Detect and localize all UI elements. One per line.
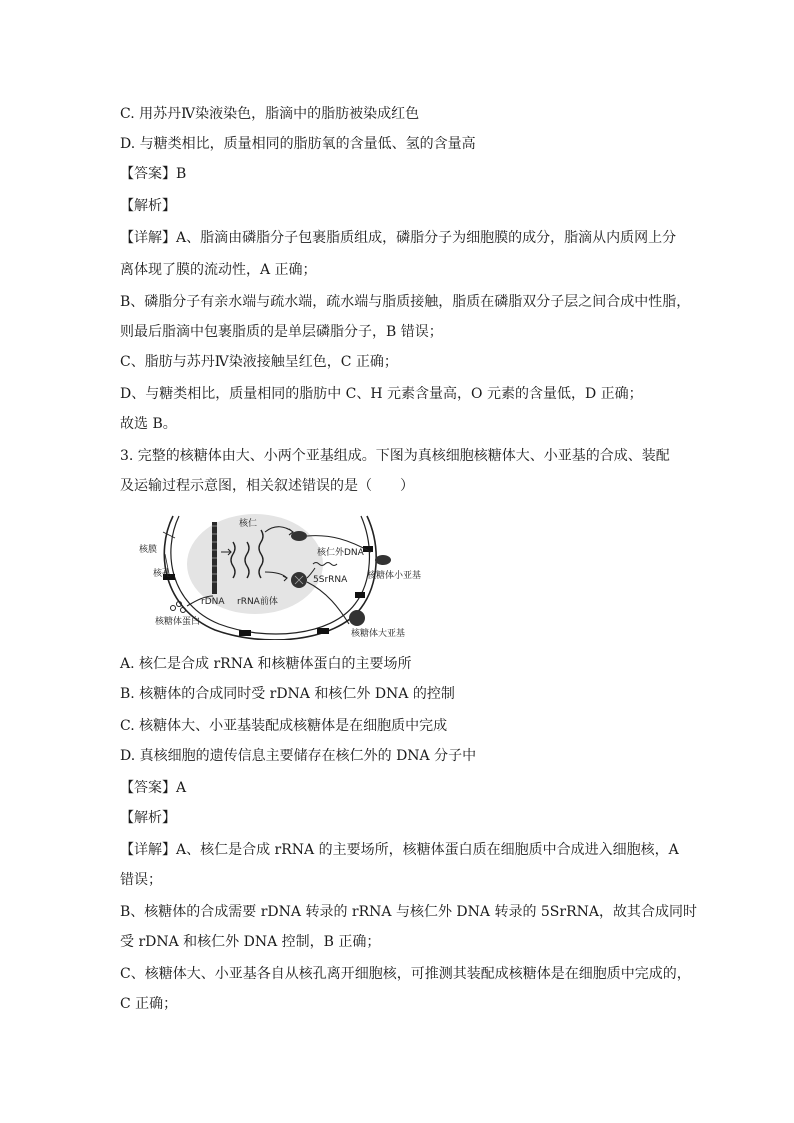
large-subunit-cytoplasm — [349, 610, 365, 626]
label-5s-rrna: 5SrRNA — [313, 575, 348, 585]
label-nuclear-membrane: 核膜 — [139, 545, 158, 555]
answer-line: 【答案】B — [120, 166, 187, 182]
small-subunit-shape — [291, 531, 307, 541]
question-stem: 3. 完整的核糖体由大、小两个亚基组成。下图为真核细胞核糖体大、小亚基的合成、装配 — [120, 448, 670, 464]
label-rrna-precursor: rRNA前体 — [237, 597, 278, 607]
option-d: D. 真核细胞的遗传信息主要储存在核仁外的 DNA 分子中 — [120, 748, 477, 764]
label-extra-nucleolar-dna: 核仁外DNA — [317, 548, 364, 558]
text-line: C. 用苏丹Ⅳ染液染色，脂滴中的脂肪被染成红色 — [120, 106, 420, 122]
text-line: B、磷脂分子有亲水端与疏水端，疏水端与脂质接触，脂质在磷脂双分子层之间合成中性脂， — [120, 294, 691, 310]
text-line: C、核糖体大、小亚基各自从核孔离开细胞核，可推测其装配成核糖体是在细胞质中完成的， — [120, 966, 691, 982]
text-line: 错误； — [120, 872, 162, 888]
nuclear-pore — [239, 630, 251, 636]
nuclear-pore — [355, 592, 365, 598]
ribosomal-protein-shape — [171, 606, 176, 611]
text-line: D、与糖类相比，质量相同的脂肪中 C、H 元素含量高，O 元素的含量低，D 正确； — [120, 386, 643, 402]
nuclear-pore — [317, 628, 329, 634]
small-subunit-cytoplasm — [375, 555, 391, 565]
text-line: 【详解】A、核仁是合成 rRNA 的主要场所，核糖体蛋白质在细胞质中合成进入细胞核，A — [120, 842, 679, 858]
text-line: C、脂肪与苏丹Ⅳ染液接触呈红色，C 正确； — [120, 354, 398, 370]
diagram-svg — [135, 512, 435, 640]
answer-line: 【答案】A — [120, 780, 187, 796]
text-line: B、核糖体的合成需要 rDNA 转录的 rRNA 与核仁外 DNA 转录的 5SrRNA，故其合成同时 — [120, 904, 697, 920]
label-large-subunit: 核糖体大亚基 — [351, 629, 406, 639]
question-stem: 及运输过程示意图，相关叙述错误的是（ ） — [120, 478, 414, 494]
label-rdna: rDNA — [201, 597, 225, 607]
option-c: C. 核糖体大、小亚基装配成核糖体是在细胞质中完成 — [120, 718, 448, 734]
analysis-heading: 【解析】 — [120, 810, 176, 826]
label-nucleolus: 核仁 — [239, 519, 258, 529]
text-line: 【详解】A、脂滴由磷脂分子包裹脂质组成，磷脂分子为细胞膜的成分，脂滴从内质网上分 — [120, 230, 677, 246]
label-small-subunit: 核糖体小亚基 — [367, 571, 422, 581]
text-line: 离体现了膜的流动性，A 正确； — [120, 262, 317, 278]
text-line: 则最后脂滴中包裹脂质的是单层磷脂分子，B 错误； — [120, 324, 443, 340]
option-b: B. 核糖体的合成同时受 rDNA 和核仁外 DNA 的控制 — [120, 686, 455, 702]
text-line: D. 与糖类相比，质量相同的脂肪氧的含量低、氢的含量高 — [120, 136, 476, 152]
text-line: 故选 B。 — [120, 416, 177, 432]
text-line: 受 rDNA 和核仁外 DNA 控制，B 正确； — [120, 934, 381, 950]
text-line: C 正确； — [120, 996, 178, 1012]
ribosome-assembly-diagram — [135, 512, 435, 640]
label-ribosomal-protein: 核糖体蛋白 — [155, 617, 201, 627]
analysis-heading: 【解析】 — [120, 198, 176, 214]
label-nuclear-pore: 核孔 — [153, 569, 172, 579]
option-a: A. 核仁是合成 rRNA 和核糖体蛋白的主要场所 — [120, 656, 412, 672]
